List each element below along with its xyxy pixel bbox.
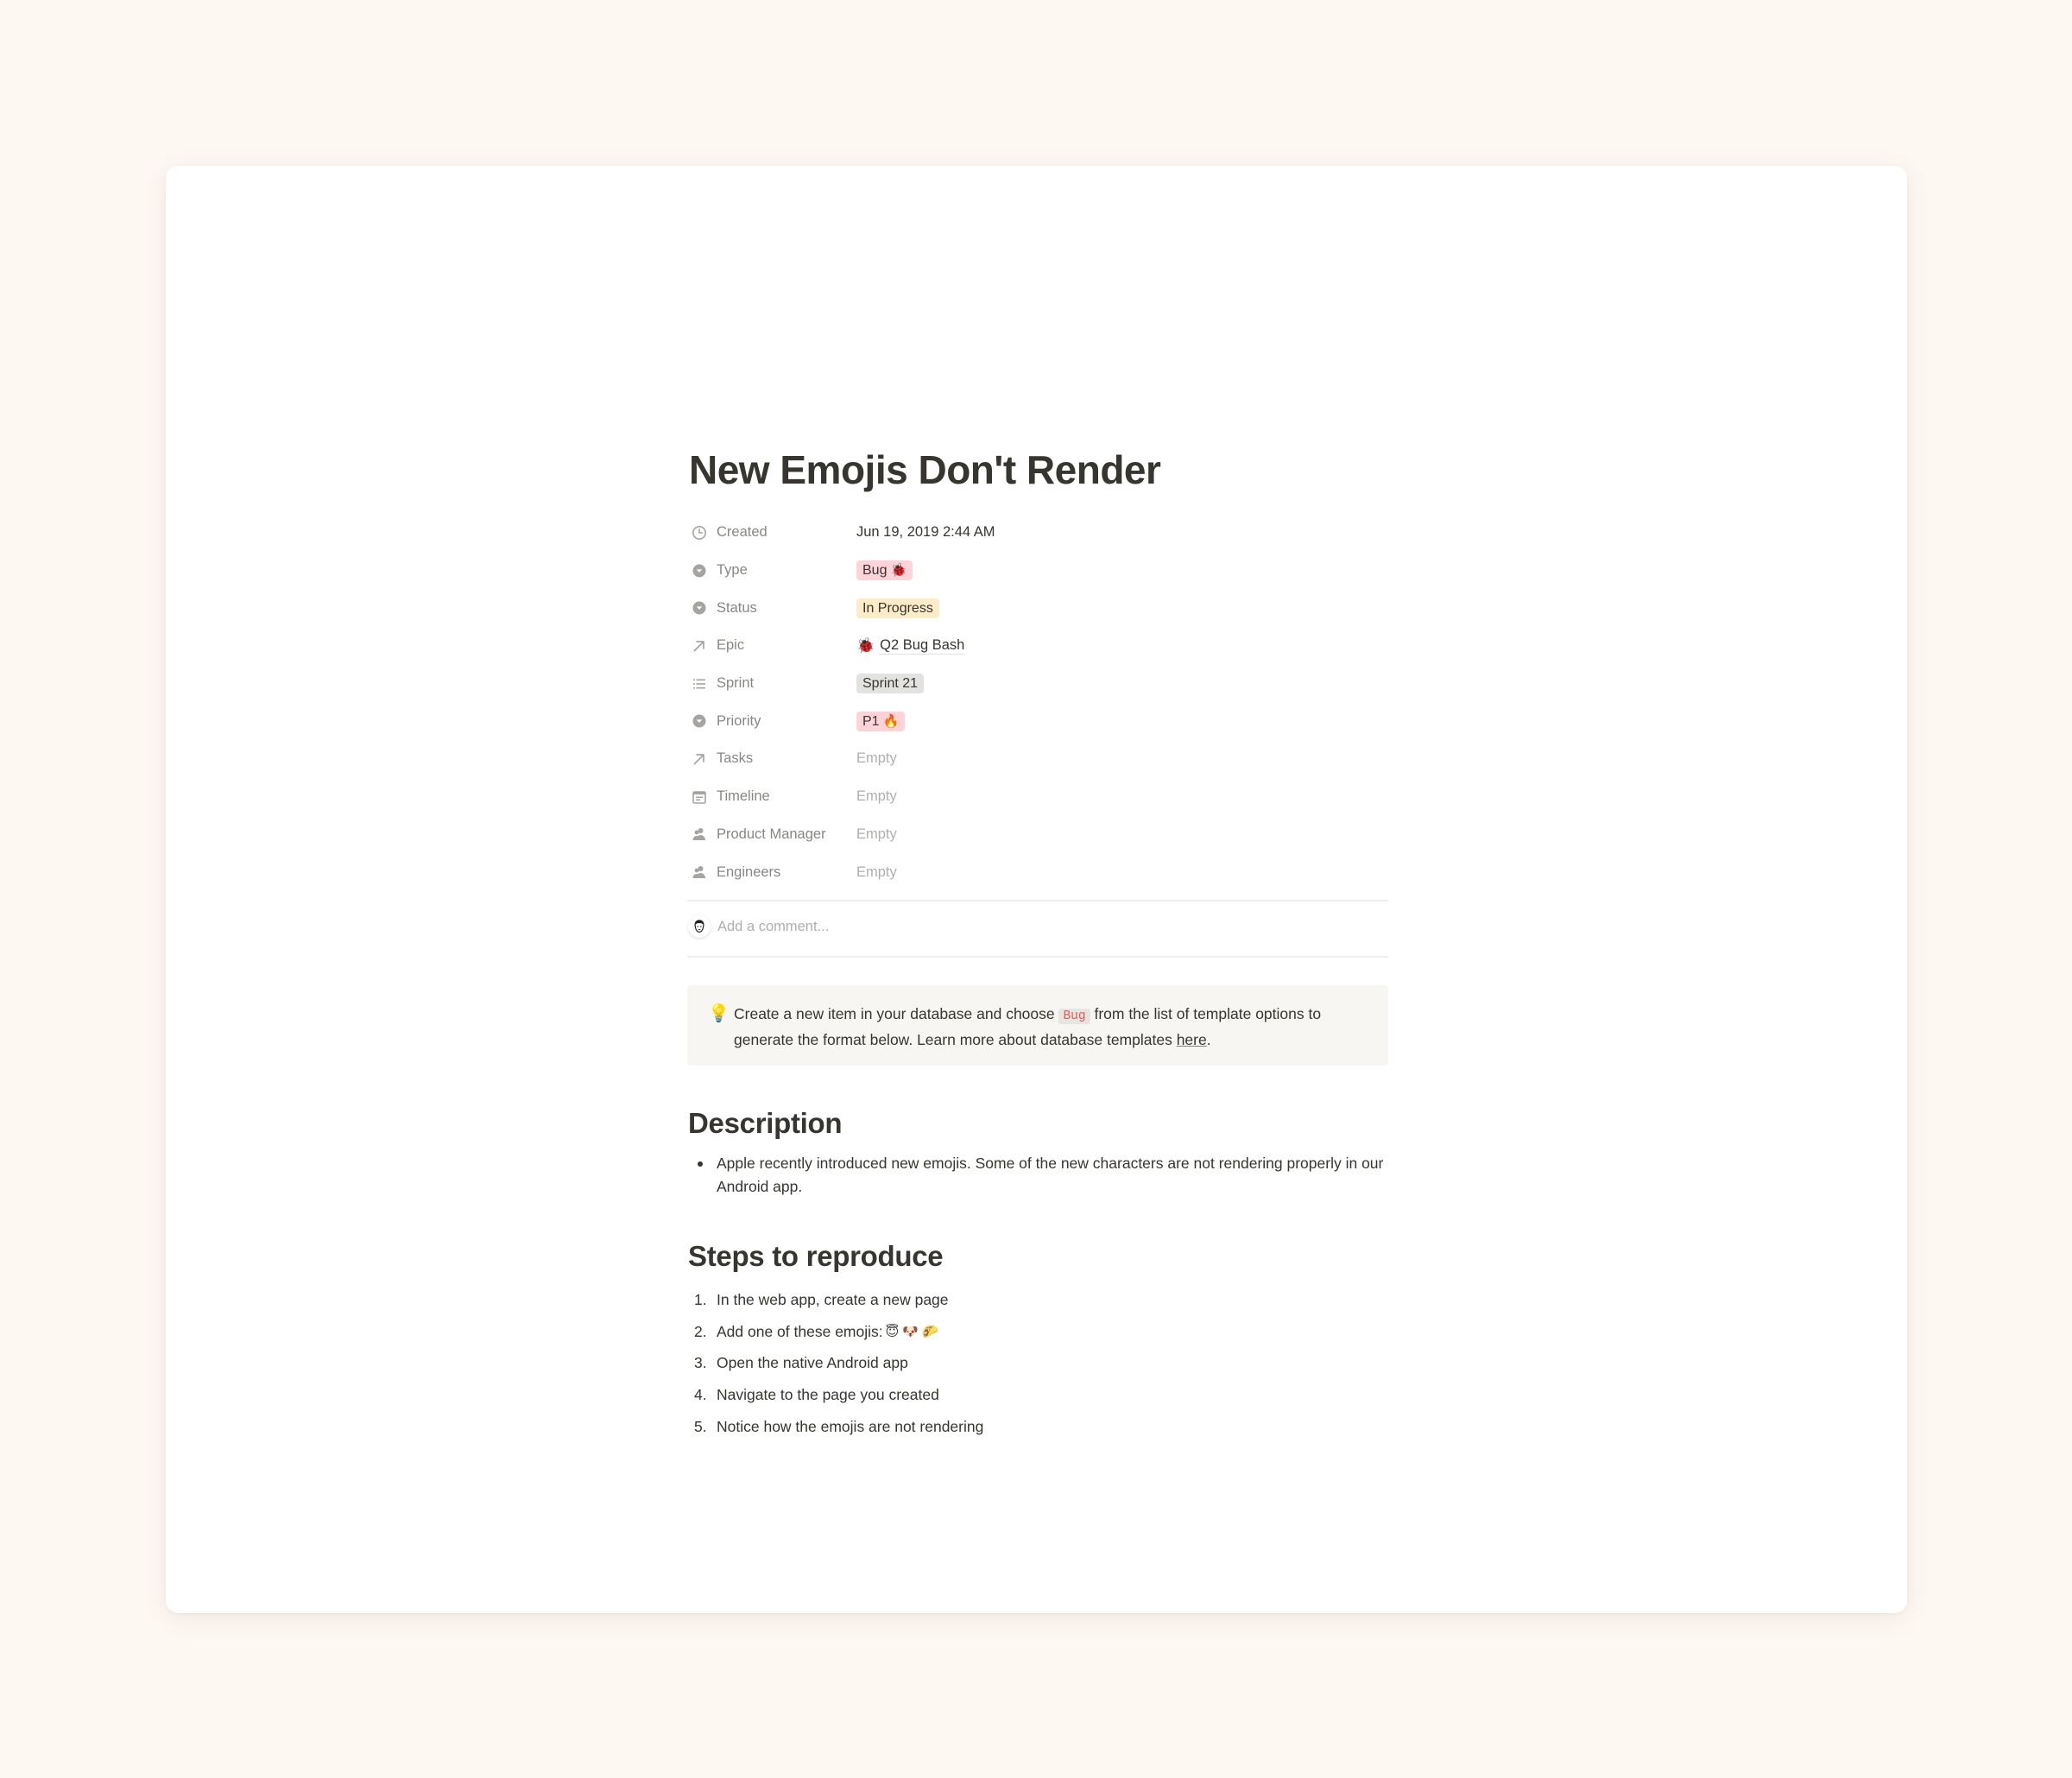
property-timeline	[687, 778, 1388, 816]
page-title[interactable]: New Emojis Don't Render	[689, 447, 1161, 492]
property-value[interactable]: Empty	[856, 826, 897, 842]
description-heading: Description	[688, 1107, 843, 1139]
property-label[interactable]	[687, 524, 856, 541]
property-tasks	[687, 740, 1388, 778]
clock-icon	[691, 524, 708, 541]
property-label-text: Type	[717, 562, 748, 579]
list-item: 1. In the web app, create a new page	[694, 1290, 949, 1308]
property-label-text: Engineers	[717, 864, 781, 880]
templates-link[interactable]: here	[1176, 1031, 1207, 1048]
select-icon	[691, 562, 708, 579]
bullet-icon	[698, 1161, 703, 1167]
list-item: 4. Navigate to the page you created	[694, 1386, 939, 1404]
divider	[687, 956, 1388, 958]
emoji-set-icon: 😇 🐶 🌮	[885, 1325, 938, 1340]
property-value[interactable]	[856, 712, 905, 731]
property-value[interactable]	[856, 674, 924, 693]
comment-row	[687, 912, 1388, 941]
inline-code: Bug	[1058, 1009, 1090, 1024]
divider	[687, 900, 1388, 902]
property-label-text: Priority	[717, 712, 761, 729]
property-label-text: Sprint	[717, 675, 755, 692]
property-engineers	[687, 853, 1388, 891]
properties-table	[687, 514, 1388, 891]
people-icon	[691, 864, 708, 881]
list-icon	[691, 675, 708, 693]
relation-arrow-icon	[691, 750, 708, 768]
type-pill: Bug 🐞	[856, 560, 913, 580]
property-epic	[687, 627, 1388, 665]
property-label[interactable]	[687, 562, 856, 579]
property-label[interactable]	[687, 637, 856, 655]
list-item: 5. Notice how the emojis are not rendering	[694, 1418, 984, 1436]
people-icon	[691, 826, 708, 843]
select-icon	[691, 712, 708, 730]
ladybug-icon: 🐞	[856, 636, 875, 654]
property-sprint	[687, 665, 1388, 703]
property-value[interactable]	[856, 636, 964, 655]
lightbulb-icon: 💡	[708, 1004, 730, 1023]
list-item: 3. Open the native Android app	[694, 1354, 908, 1372]
steps-list	[687, 1284, 1388, 1443]
property-label[interactable]	[687, 864, 856, 881]
sprint-pill: Sprint 21	[856, 674, 924, 693]
property-label-text: Status	[717, 599, 757, 616]
property-label-text: Timeline	[717, 788, 770, 805]
property-label[interactable]	[687, 599, 856, 617]
property-label[interactable]	[687, 788, 856, 806]
list-item: 2. Add one of these emojis: 😇 🐶 🌮	[694, 1322, 938, 1340]
property-type	[687, 552, 1388, 590]
calendar-icon	[691, 788, 708, 806]
property-label-text: Product Manager	[717, 826, 826, 842]
property-label[interactable]	[687, 826, 856, 843]
status-pill: In Progress	[856, 598, 939, 618]
property-priority	[687, 702, 1388, 740]
epic-link[interactable]: 🐞 Q2 Bug Bash	[856, 636, 965, 654]
relation-arrow-icon	[691, 637, 708, 655]
property-value[interactable]: Empty	[856, 750, 897, 767]
property-product-manager	[687, 816, 1388, 854]
callout-text: Create a new item in your database and choose Bug from the list of template options to generate the format below. Learn more about database templates here.	[734, 1005, 1322, 1048]
property-value[interactable]: Empty	[856, 864, 897, 880]
property-status	[687, 589, 1388, 627]
priority-pill: P1 🔥	[856, 712, 905, 731]
steps-heading: Steps to reproduce	[688, 1240, 944, 1272]
property-label-text: Created	[717, 524, 768, 541]
property-label[interactable]	[687, 712, 856, 730]
property-value[interactable]	[856, 598, 939, 618]
property-label[interactable]	[687, 750, 856, 768]
comment-input[interactable]	[717, 919, 1322, 935]
ladybug-icon: 🐞	[890, 563, 907, 579]
callout	[687, 985, 1388, 1066]
list-item: Apple recently introduced new emojis. Some of the new characters are not rendering properly in our Android app.	[687, 1152, 1388, 1199]
property-value[interactable]	[856, 560, 913, 580]
avatar	[688, 915, 711, 938]
property-label-text: Epic	[717, 637, 745, 654]
property-label-text: Tasks	[717, 750, 754, 767]
description-list	[687, 1152, 1388, 1199]
fire-icon: 🔥	[882, 713, 900, 729]
property-value[interactable]: Empty	[856, 788, 897, 805]
property-created	[687, 514, 1388, 552]
property-value: Jun 19, 2019 2:44 AM	[856, 524, 995, 541]
property-label[interactable]	[687, 675, 856, 693]
select-icon	[691, 599, 708, 617]
